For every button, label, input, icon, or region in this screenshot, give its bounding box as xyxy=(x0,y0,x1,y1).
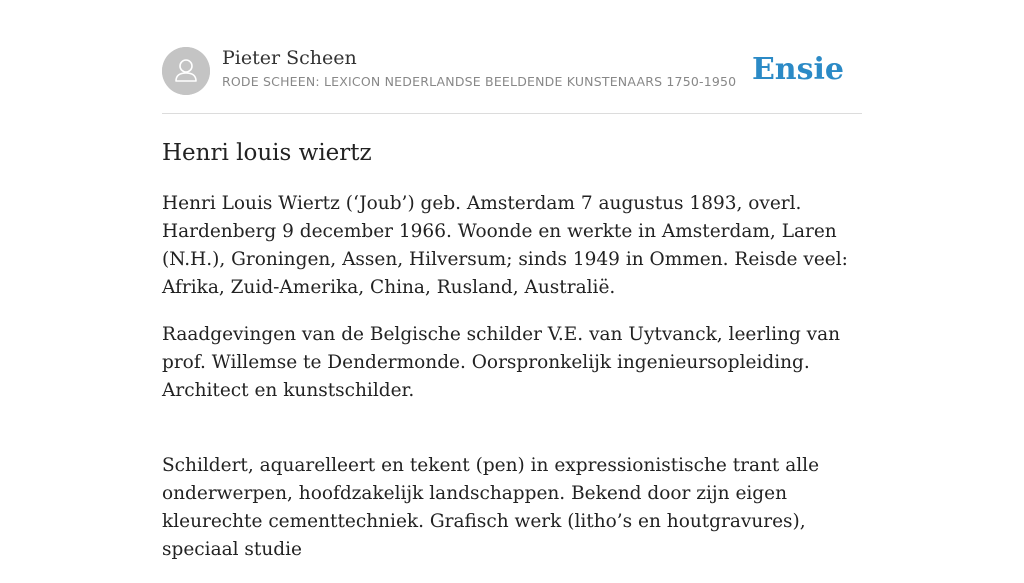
author-name[interactable]: Pieter Scheen xyxy=(222,47,357,69)
user-icon xyxy=(162,47,210,95)
article-paragraph: Raadgevingen van de Belgische schilder V.E. van Uytvanck, leerling van prof. Willemse te Dendermonde. Oorspronkelijk ingenieursopleiding. Architect en kunstschilder. xyxy=(162,324,841,401)
article-paragraph: Henri Louis Wiertz (‘Joub’) geb. Amsterdam 7 augustus 1893, overl. Hardenberg 9 december 1966. Woonde en werkte in Amsterdam, Laren (N.H.), Groningen, Assen, Hilversum; sinds 1949 in Ommen. Reisde veel: Afrika, Zuid-Amerika, China, Rusland, Australië. xyxy=(162,193,848,298)
article-header xyxy=(162,46,862,114)
source-title[interactable]: RODE SCHEEN: LEXICON NEDERLANDSE BEELDENDE KUNSTENAARS 1750-1950 xyxy=(222,74,737,89)
paragraph-spacer xyxy=(162,424,862,452)
article-paragraph: Schildert, aquarelleert en tekent (pen) in expressionistische trant alle onderwerpen, hoofdzakelijk landschappen. Bekend door zijn eigen kleurechte cementtechniek. Grafisch werk (litho’s en houtgravures), speciaal studie xyxy=(162,455,820,560)
article-title: Henri louis wiertz xyxy=(162,140,372,166)
ensie-logo[interactable]: Ensie xyxy=(751,52,844,87)
author-avatar[interactable] xyxy=(162,47,210,95)
article-body xyxy=(162,190,862,583)
